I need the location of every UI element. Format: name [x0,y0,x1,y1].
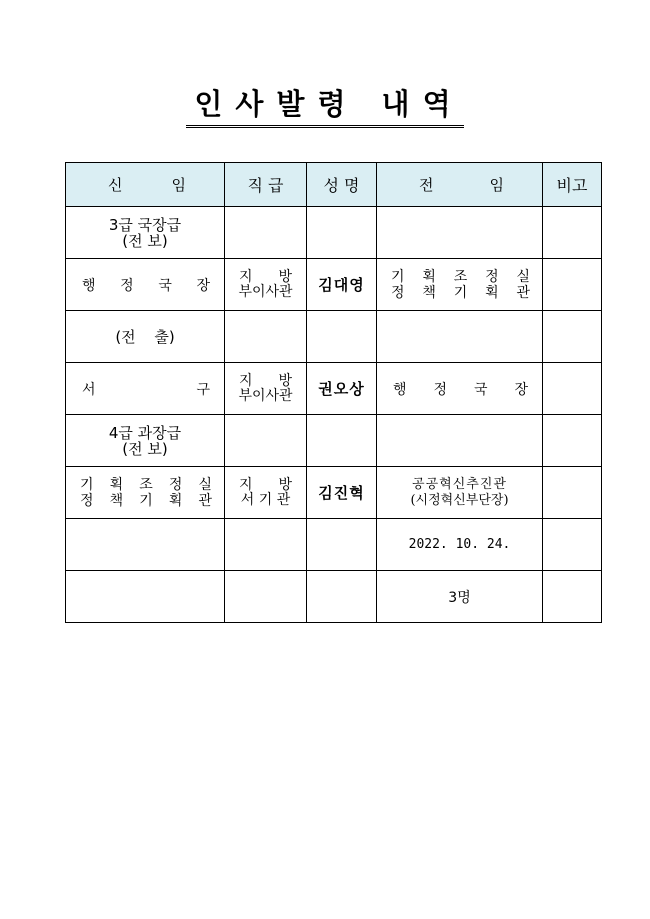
table-header-row [66,163,602,207]
rank-cell: 지 방 서 기 관 [225,467,307,519]
header-note: 비고 [543,163,602,207]
prev-post-cell: 행 정 국 장 [377,363,543,415]
name-cell: 김대영 [307,259,377,311]
document-title-wrap [0,86,650,128]
header-prev-post: 전 임 [377,163,543,207]
prev-post-cell: 기 획 조 정 실 정 책 기 획 관 [377,259,543,311]
section-type: (전 보) [122,439,168,458]
count-cell: 3명 [377,571,543,623]
section-row-grade3 [66,207,602,259]
prev-post-line-2: (시정혁신부단장) [410,492,509,508]
table-row [66,259,602,311]
appointment-table [65,162,602,623]
section-row-grade4 [66,415,602,467]
section-grade: 3급 국장급 [108,215,182,234]
note-cell [543,259,602,311]
section-grade: 4급 과장급 [108,423,182,442]
section-label [66,207,225,259]
rank-line-2: 부이사관 [238,387,293,404]
section-label: (전 출) [66,311,225,363]
name-cell: 권오상 [307,363,377,415]
name-cell: 김진혁 [307,467,377,519]
rank-line-2: 서 기 관 [240,491,291,508]
rank-cell: 지 방 부이사관 [225,363,307,415]
date-cell: 2022. 10. 24. [377,519,543,571]
prev-post-cell [377,467,543,519]
new-post-cell: 기 획 조 정 실 정 책 기 획 관 [66,467,225,519]
prev-post-line-1: 공공혁신추진관 [412,476,507,492]
header-name: 성 명 [307,163,377,207]
rank-line-2: 부이사관 [238,283,293,300]
table-row [66,467,602,519]
header-new-post: 신 임 [66,163,225,207]
note-cell [543,363,602,415]
table-row [66,363,602,415]
document-title: 인사발령 내역 [186,86,463,128]
section-row-transfer-out [66,311,602,363]
date-row [66,519,602,571]
section-label [66,415,225,467]
note-cell [543,467,602,519]
count-row [66,571,602,623]
new-post-cell: 서 구 [66,363,225,415]
section-type: (전 보) [122,231,168,250]
header-rank: 직 급 [225,163,307,207]
new-post-cell: 행 정 국 장 [66,259,225,311]
rank-cell: 지 방 부이사관 [225,259,307,311]
